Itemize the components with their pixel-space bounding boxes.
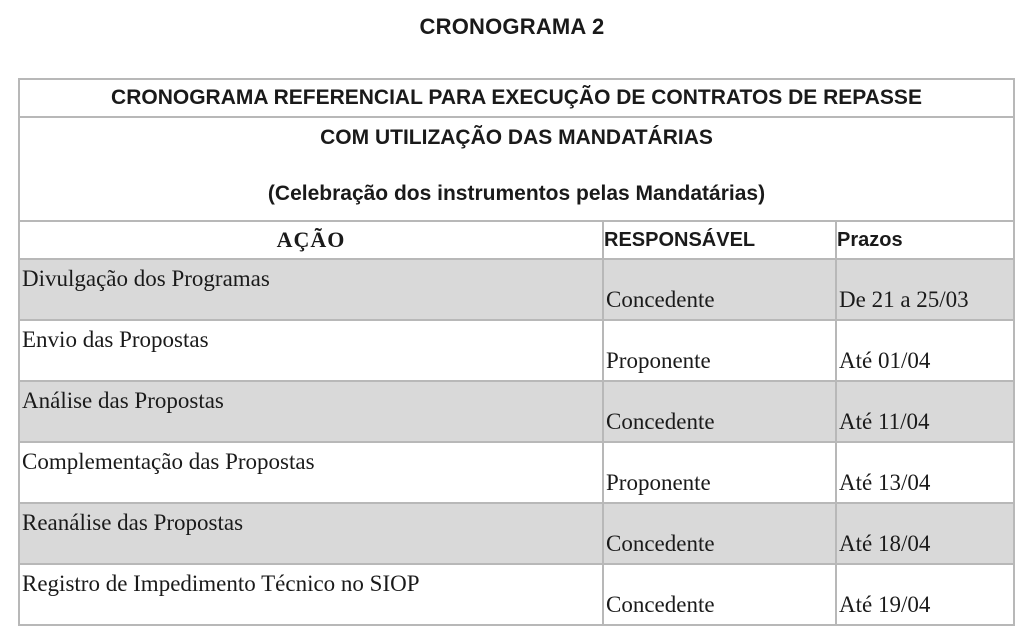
cell-acao: Análise das Propostas xyxy=(19,381,603,442)
cell-responsavel: Concedente xyxy=(603,259,836,320)
cell-acao: Complementação das Propostas xyxy=(19,442,603,503)
column-header-acao: AÇÃO xyxy=(19,221,603,259)
cell-acao: Registro de Impedimento Técnico no SIOP xyxy=(19,564,603,625)
table-header-line1: CRONOGRAMA REFERENCIAL PARA EXECUÇÃO DE CONTRATOS DE REPASSE xyxy=(111,85,922,109)
cell-prazo: Até 13/04 xyxy=(836,442,1014,503)
table-header-line2: COM UTILIZAÇÃO DAS MANDATÁRIAS xyxy=(320,126,713,149)
table-row xyxy=(19,320,1014,381)
cell-prazo: De 21 a 25/03 xyxy=(836,259,1014,320)
table-header-subtitle xyxy=(19,117,1014,221)
cell-responsavel: Proponente xyxy=(603,442,836,503)
cell-responsavel: Concedente xyxy=(603,381,836,442)
cell-responsavel: Concedente xyxy=(603,564,836,625)
cell-acao: Reanálise das Propostas xyxy=(19,503,603,564)
cell-responsavel: Concedente xyxy=(603,503,836,564)
table-row xyxy=(19,259,1014,320)
table-header-line3: (Celebração dos instrumentos pelas Mandatárias) xyxy=(267,182,766,206)
column-header-responsavel: RESPONSÁVEL xyxy=(603,221,836,259)
cell-prazo: Até 11/04 xyxy=(836,381,1014,442)
schedule-table xyxy=(18,78,1015,626)
table-row xyxy=(19,564,1014,625)
table-row xyxy=(19,503,1014,564)
table-row xyxy=(19,442,1014,503)
cell-prazo: Até 01/04 xyxy=(836,320,1014,381)
column-header-prazos: Prazos xyxy=(836,221,1014,259)
cell-acao: Envio das Propostas xyxy=(19,320,603,381)
document-title: CRONOGRAMA 2 xyxy=(419,14,605,39)
cell-acao: Divulgação dos Programas xyxy=(19,259,603,320)
table-header-title xyxy=(19,79,1014,117)
cell-responsavel: Proponente xyxy=(603,320,836,381)
table-row xyxy=(19,381,1014,442)
cell-prazo: Até 19/04 xyxy=(836,564,1014,625)
cell-prazo: Até 18/04 xyxy=(836,503,1014,564)
